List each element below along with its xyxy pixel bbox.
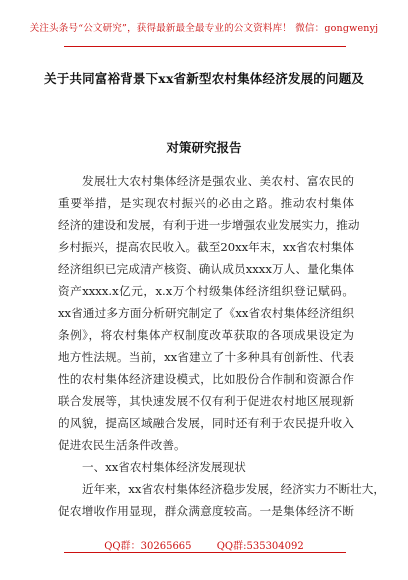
paragraph-line: 促农增收作用显现，群众满意度较高。一是集体经济不断 bbox=[58, 504, 354, 518]
footer-contact bbox=[0, 537, 408, 552]
paragraph-line: 地方性法规。当前，xx省建立了十多种具有创新性、代表 bbox=[58, 350, 354, 364]
paragraph-line: 的风貌，提高区域融合发展，同时还有利于农民提升收入 bbox=[58, 416, 354, 430]
paragraph-line: 近年来，xx省农村集体经济稳步发展，经济实力不断壮大， bbox=[82, 482, 385, 496]
section-heading: 一、xx省农村集体经济发展现状 bbox=[82, 460, 246, 474]
footer-divider bbox=[64, 552, 346, 553]
header-divider bbox=[64, 46, 346, 47]
paragraph-line: 经济的建设和发展，有利于进一步增强农业发展实力，推动 bbox=[58, 218, 360, 232]
paragraph-line: 乡村振兴，提高农民收入。截至20xx年末，xx省农村集体 bbox=[58, 240, 354, 254]
paragraph-line: xx省通过多方面分析研究制定了《xx省农村集体经济组织 bbox=[58, 306, 354, 320]
document-body bbox=[58, 170, 385, 522]
paragraph-line: 促进农民生活条件改善。 bbox=[58, 438, 186, 452]
paragraph-line: 联合发展等，其快速发展不仅有利于促进农村地区展现新 bbox=[58, 394, 354, 408]
paragraph-line: 经济组织已完成清产核资、确认成员xxxx万人、量化集体 bbox=[58, 262, 354, 276]
paragraph-line: 资产xxxx.x亿元，x.x万个村级集体经济组织登记赋码。 bbox=[58, 284, 354, 298]
paragraph-line: 重要举措，是实现农村振兴的必由之路。推动农村集体 bbox=[58, 196, 354, 210]
header-note: 关注头条号“公文研究”，获得最新最全最专业的公文资料库！ 微信：gongwenyj bbox=[29, 23, 379, 34]
qq-group-1: QQ群：30265665 bbox=[104, 541, 192, 552]
document-title-line-1: 关于共同富裕背景下xx省新型农村集体经济发展的问题及 bbox=[44, 71, 365, 86]
document-title-line-2: 对策研究报告 bbox=[166, 140, 242, 155]
paragraph-line: 条例》，将农村集体产权制度改革获取的各项成果设定为 bbox=[58, 328, 354, 342]
qq-group-2: QQ群:535304092 bbox=[216, 541, 304, 552]
paragraph-line: 发展壮大农村集体经济是强农业、美农村、富农民的 bbox=[82, 174, 354, 188]
paragraph-line: 性的农村集体经济建设模式，比如股份合作制和资源合作 bbox=[58, 372, 354, 386]
